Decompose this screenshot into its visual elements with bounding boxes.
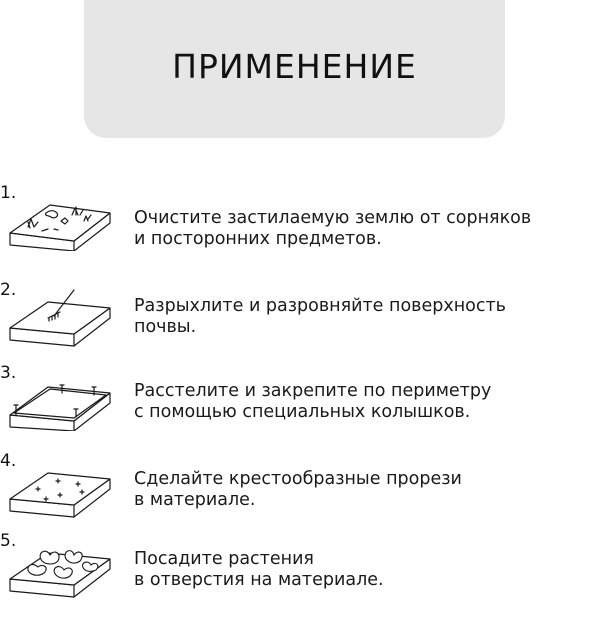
step-text-line: в материале. — [134, 490, 256, 510]
step-text-line: Сделайте крестообразные прорези — [134, 469, 462, 489]
step-description — [134, 208, 531, 250]
page-title: ПРИМЕНЕНИЕ — [172, 47, 417, 86]
step-3 — [0, 363, 593, 453]
step-1 — [0, 183, 593, 273]
step-description — [134, 469, 462, 511]
step-number: 5. — [0, 531, 17, 551]
step-number: 4. — [0, 451, 17, 471]
step-text-line: Расстелите и закрепите по периметру — [134, 381, 492, 401]
step-text-line: в отверстия на материале. — [134, 570, 384, 590]
rake-on-soil-icon — [6, 288, 114, 348]
step-2 — [0, 280, 593, 370]
step-4 — [0, 451, 593, 541]
step-description — [134, 296, 506, 338]
step-text-line: почвы. — [134, 317, 197, 337]
planted-seedlings-icon — [6, 539, 114, 599]
soil-with-weeds-icon — [6, 191, 114, 251]
step-description — [134, 549, 384, 591]
step-5 — [0, 531, 593, 621]
step-text-line: с помощью специальных колышков. — [134, 402, 471, 422]
step-text-line: Разрыхлите и разровняйте поверхность — [134, 296, 506, 316]
step-number: 3. — [0, 363, 17, 383]
step-number: 1. — [0, 183, 17, 203]
step-text-line: и посторонних предметов. — [134, 229, 382, 249]
step-description — [134, 381, 491, 423]
cross-cuts-icon — [6, 459, 114, 519]
step-text-line: Очистите застилаемую землю от сорняков — [134, 208, 532, 228]
step-number: 2. — [0, 280, 17, 300]
step-text-line: Посадите растения — [134, 549, 314, 569]
pegged-cover-icon — [6, 371, 114, 431]
